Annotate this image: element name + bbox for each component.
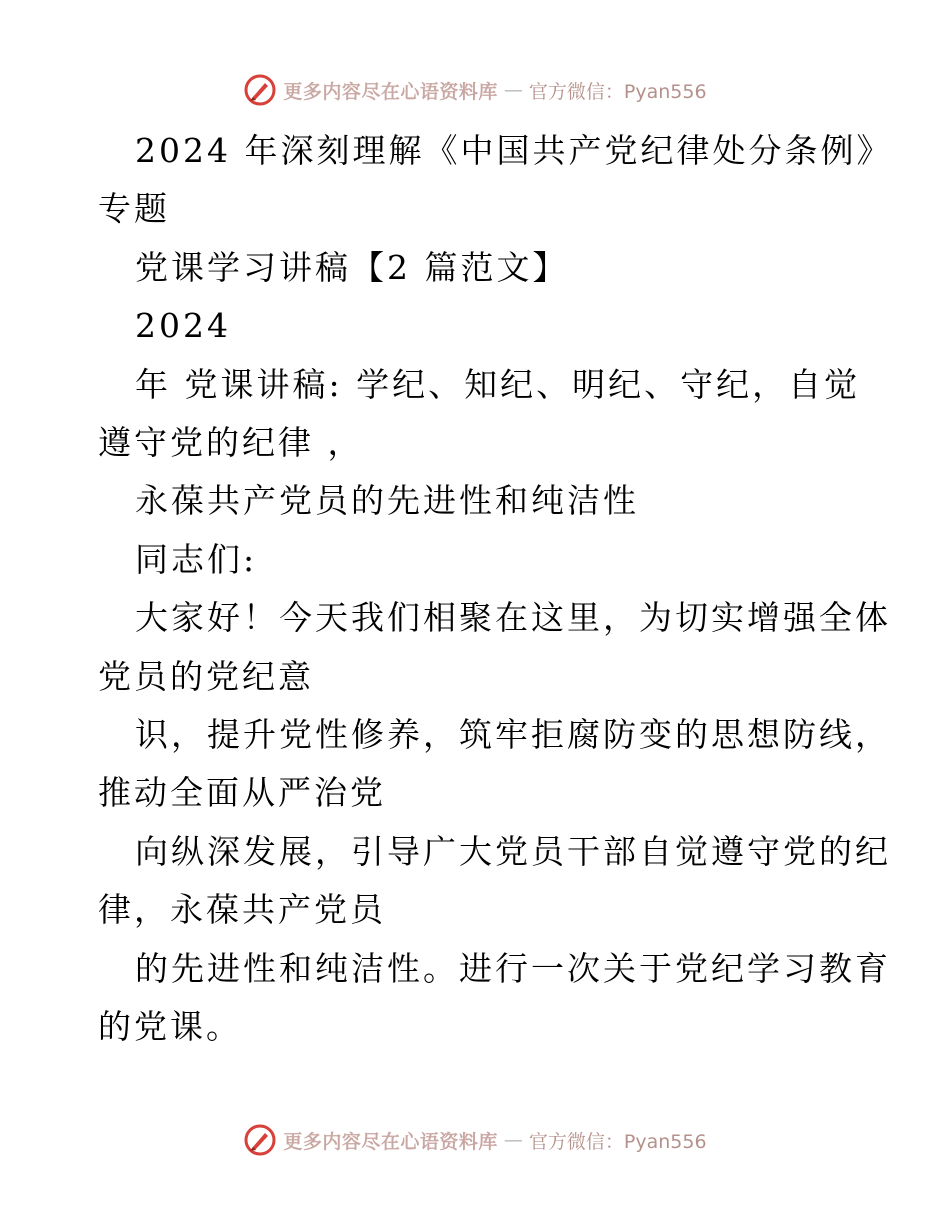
doc-line: 的党课。 <box>98 1007 242 1047</box>
doc-line: 同志们: <box>135 539 258 579</box>
watermark-dash: — <box>503 1129 523 1151</box>
watermark-text: 更多内容尽在心语资料库 <box>283 1130 498 1153</box>
watermark-wechat: 官方微信：Pyan556 <box>528 80 707 103</box>
pen-logo-icon <box>243 73 277 107</box>
document-body <box>98 122 893 1057</box>
pen-logo-icon <box>243 1123 277 1157</box>
watermark-wechat: 官方微信：Pyan556 <box>528 1130 707 1153</box>
doc-line: 推动全面从严治党 <box>98 773 386 813</box>
watermark-dash: — <box>503 79 523 101</box>
doc-line: 向纵深发展，引导广大党员干部自觉遵守党的纪 <box>135 831 891 871</box>
doc-line: 大家好！今天我们相聚在这里，为切实增强全体 <box>135 598 891 638</box>
watermark-text: 更多内容尽在心语资料库 <box>283 80 498 103</box>
doc-line: 2024 <box>135 306 231 346</box>
footer-watermark <box>0 1120 950 1160</box>
doc-line: 2024 年深刻理解《中国共产党纪律处分条例》 <box>135 131 893 170</box>
doc-line: 专题 <box>98 189 170 229</box>
doc-line: 识，提升党性修养，筑牢拒腐防变的思想防线， <box>135 715 891 755</box>
doc-line: 遵守党的纪律 ， <box>98 423 364 463</box>
doc-line: 年 党课讲稿: 学纪、知纪、明纪、守纪，自觉 <box>135 364 861 404</box>
doc-line: 永葆共产党员的先进性和纯洁性 <box>135 481 639 521</box>
header-watermark <box>0 70 950 110</box>
doc-line: 的先进性和纯洁性。进行一次关于党纪学习教育 <box>135 948 891 988</box>
doc-line: 党员的党纪意 <box>98 656 314 696</box>
doc-line: 律，永葆共产党员 <box>98 890 386 930</box>
doc-line: 党课学习讲稿【2 篇范文】 <box>135 247 569 287</box>
